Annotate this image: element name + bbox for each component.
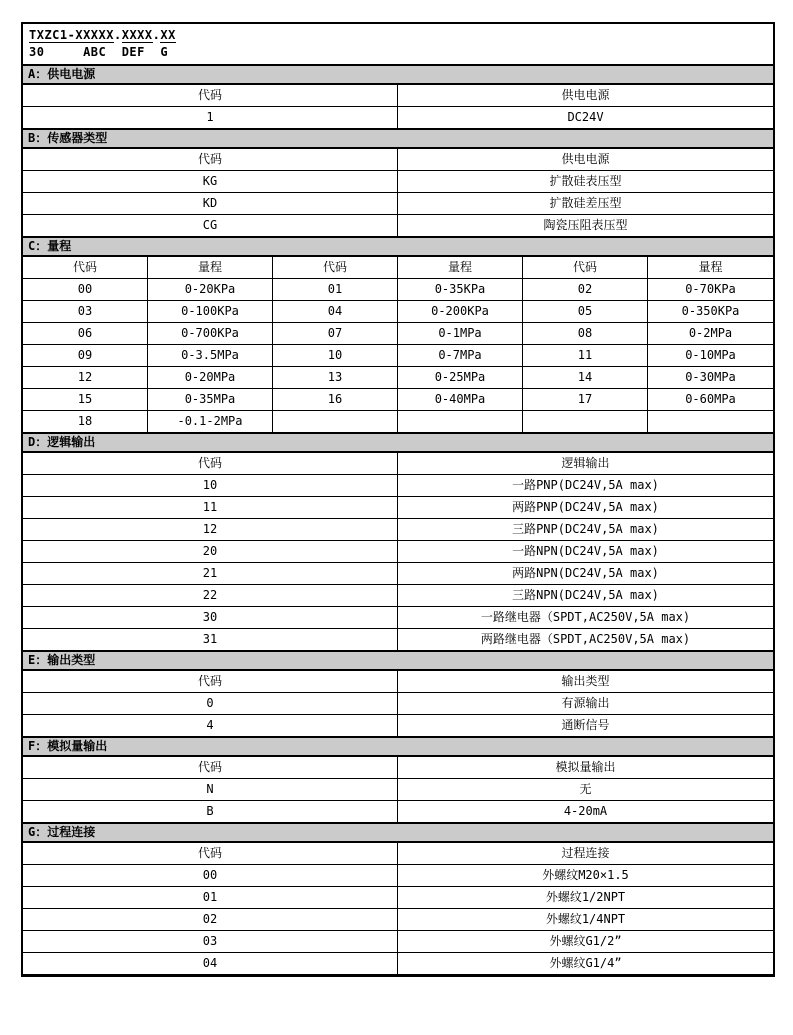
table-cell: 一路继电器（SPDT,AC250V,5A max): [480, 610, 691, 624]
table-row: [23, 715, 773, 737]
table-cell: 一路PNP(DC24V,5A max): [512, 478, 659, 492]
table-cell: 13: [273, 367, 398, 388]
table-header-row: [23, 453, 773, 475]
table-header-row: [23, 257, 773, 279]
table-row: [23, 107, 773, 129]
column-header-cell: 模拟量输出: [555, 760, 616, 774]
table-cell: 0-1MPa: [398, 323, 523, 344]
table-cell: 两路PNP(DC24V,5A max): [512, 500, 659, 514]
table-row: [23, 931, 773, 953]
table-row: [23, 279, 773, 301]
table-row: [23, 323, 773, 345]
table-row: [23, 215, 773, 237]
table-cell: 08: [523, 323, 648, 344]
section-A: [23, 65, 773, 129]
table-cell: [273, 411, 398, 432]
column-header-cell: 代码: [273, 257, 398, 278]
table-cell: 31: [23, 629, 398, 650]
table-cell: [398, 411, 523, 432]
table-cell: 0-35MPa: [148, 389, 273, 410]
table-cell: 两路NPN(DC24V,5A max): [512, 566, 659, 580]
column-header-cell: 代码: [23, 671, 398, 692]
model-code-segment: .: [152, 28, 161, 42]
table-row: [23, 909, 773, 931]
model-code-segment: XXXX: [121, 28, 153, 42]
table-cell: 0-20MPa: [148, 367, 273, 388]
table-cell: 11: [23, 497, 398, 518]
table-cell: 0-200KPa: [398, 301, 523, 322]
table-cell: 11: [523, 345, 648, 366]
column-header-cell: 量程: [148, 257, 273, 278]
section-header-A: A：供电电源: [23, 65, 773, 85]
column-header-cell: 代码: [23, 149, 398, 170]
table-cell: 03: [23, 931, 398, 952]
table-cell: [648, 411, 773, 432]
column-header-cell: 代码: [23, 757, 398, 778]
table-cell: 09: [23, 345, 148, 366]
table-row: [23, 541, 773, 563]
column-header-cell: 过程连接: [561, 846, 610, 860]
table-cell: 10: [273, 345, 398, 366]
table-cell: 0-20KPa: [148, 279, 273, 300]
section-header-F: F：模拟量输出: [23, 737, 773, 757]
table-row: [23, 193, 773, 215]
ordering-code-sheet: [21, 22, 775, 977]
table-cell: 14: [523, 367, 648, 388]
column-header-cell: 代码: [23, 453, 398, 474]
table-cell: 4: [23, 715, 398, 736]
table-cell: 0-700KPa: [148, 323, 273, 344]
section-B: [23, 129, 773, 237]
table-row: [23, 411, 773, 433]
table-row: [23, 301, 773, 323]
section-F: [23, 737, 773, 823]
table-cell: 12: [23, 367, 148, 388]
table-cell: 0-3.5MPa: [148, 345, 273, 366]
table-cell: B: [23, 801, 398, 822]
table-cell: 外螺纹M20×1.5: [542, 868, 629, 882]
table-cell: 三路NPN(DC24V,5A max): [512, 588, 659, 602]
table-cell: 05: [523, 301, 648, 322]
sections-container: [23, 65, 773, 975]
table-cell: 00: [23, 865, 398, 886]
table-row: [23, 607, 773, 629]
table-header-row: [23, 149, 773, 171]
table-cell: 02: [23, 909, 398, 930]
table-cell: 0-350KPa: [681, 304, 740, 318]
model-code-pattern: [29, 27, 773, 44]
table-cell: 扩散硅表压型: [549, 174, 622, 188]
table-cell: 0-40MPa: [398, 389, 523, 410]
section-G: [23, 823, 773, 975]
table-cell: CG: [23, 215, 398, 236]
table-header-row: [23, 757, 773, 779]
model-code-title-block: [23, 24, 773, 65]
table-cell: 21: [23, 563, 398, 584]
table-row: [23, 801, 773, 823]
table-row: [23, 497, 773, 519]
table-row: [23, 345, 773, 367]
table-cell: KG: [23, 171, 398, 192]
table-cell: 17: [523, 389, 648, 410]
column-header-cell: 量程: [398, 257, 523, 278]
table-cell: 12: [23, 519, 398, 540]
table-row: [23, 389, 773, 411]
section-header-C: C：量程: [23, 237, 773, 257]
column-header-cell: 代码: [23, 843, 398, 864]
table-row: [23, 585, 773, 607]
table-cell: 04: [273, 301, 398, 322]
section-header-E: E：输出类型: [23, 651, 773, 671]
table-cell: 有源输出: [561, 696, 610, 710]
table-cell: 0-2MPa: [688, 326, 733, 340]
table-cell: 16: [273, 389, 398, 410]
column-header-cell: 代码: [23, 257, 148, 278]
table-row: [23, 475, 773, 497]
column-header-cell: 代码: [523, 257, 648, 278]
table-cell: 01: [23, 887, 398, 908]
column-header-cell: 输出类型: [561, 674, 610, 688]
table-cell: 01: [273, 279, 398, 300]
table-cell: 0-35KPa: [398, 279, 523, 300]
table-cell: 扩散硅差压型: [549, 196, 622, 210]
table-header-row: [23, 843, 773, 865]
table-header-row: [23, 671, 773, 693]
column-header-cell: 供电电源: [561, 152, 610, 166]
table-header-row: [23, 85, 773, 107]
table-cell: 两路继电器（SPDT,AC250V,5A max): [480, 632, 691, 646]
table-row: [23, 865, 773, 887]
table-cell: 0-60MPa: [685, 392, 736, 406]
column-header-cell: 逻辑输出: [561, 456, 610, 470]
section-D: [23, 433, 773, 651]
table-cell: 4-20mA: [563, 804, 608, 818]
table-row: [23, 887, 773, 909]
table-cell: 无: [579, 782, 592, 796]
table-cell: 三路PNP(DC24V,5A max): [512, 522, 659, 536]
table-row: [23, 779, 773, 801]
section-header-B: B：传感器类型: [23, 129, 773, 149]
table-row: [23, 367, 773, 389]
table-cell: 0-10MPa: [685, 348, 736, 362]
table-cell: DC24V: [567, 110, 604, 124]
column-header-cell: 代码: [23, 85, 398, 106]
table-cell: 0-7MPa: [398, 345, 523, 366]
table-row: [23, 563, 773, 585]
table-row: [23, 629, 773, 651]
table-cell: 02: [523, 279, 648, 300]
model-code-segment: .: [113, 28, 122, 42]
section-header-G: G：过程连接: [23, 823, 773, 843]
column-header-cell: 量程: [698, 260, 723, 274]
table-cell: 15: [23, 389, 148, 410]
table-cell: 0-30MPa: [685, 370, 736, 384]
table-cell: 03: [23, 301, 148, 322]
table-cell: 00: [23, 279, 148, 300]
section-E: [23, 651, 773, 737]
table-row: [23, 519, 773, 541]
table-cell: -0.1-2MPa: [148, 411, 273, 432]
table-cell: 22: [23, 585, 398, 606]
model-code-example: 30 ABC DEF G: [29, 45, 169, 59]
table-cell: 通断信号: [561, 718, 610, 732]
table-row: [23, 953, 773, 975]
table-cell: 30: [23, 607, 398, 628]
table-cell: 0: [23, 693, 398, 714]
table-cell: 18: [23, 411, 148, 432]
table-cell: 0-100KPa: [148, 301, 273, 322]
table-cell: 外螺纹1/4NPT: [545, 912, 626, 926]
table-cell: 外螺纹G1/4”: [549, 956, 622, 970]
table-cell: KD: [23, 193, 398, 214]
model-code-segment: XX: [160, 28, 176, 42]
table-cell: 20: [23, 541, 398, 562]
table-cell: 06: [23, 323, 148, 344]
table-cell: [523, 411, 648, 432]
table-cell: 07: [273, 323, 398, 344]
table-cell: 0-25MPa: [398, 367, 523, 388]
table-cell: 陶瓷压阻表压型: [543, 218, 628, 232]
section-C: [23, 237, 773, 433]
table-cell: 0-70KPa: [685, 282, 736, 296]
model-code-segment: TXZC1-XXXXX: [29, 28, 114, 42]
table-cell: 一路NPN(DC24V,5A max): [512, 544, 659, 558]
table-cell: N: [23, 779, 398, 800]
table-cell: 04: [23, 953, 398, 974]
table-row: [23, 171, 773, 193]
column-header-cell: 供电电源: [561, 88, 610, 102]
table-cell: 1: [23, 107, 398, 128]
table-cell: 10: [23, 475, 398, 496]
table-cell: 外螺纹1/2NPT: [545, 890, 626, 904]
table-row: [23, 693, 773, 715]
table-cell: 外螺纹G1/2”: [549, 934, 622, 948]
section-header-D: D：逻辑输出: [23, 433, 773, 453]
